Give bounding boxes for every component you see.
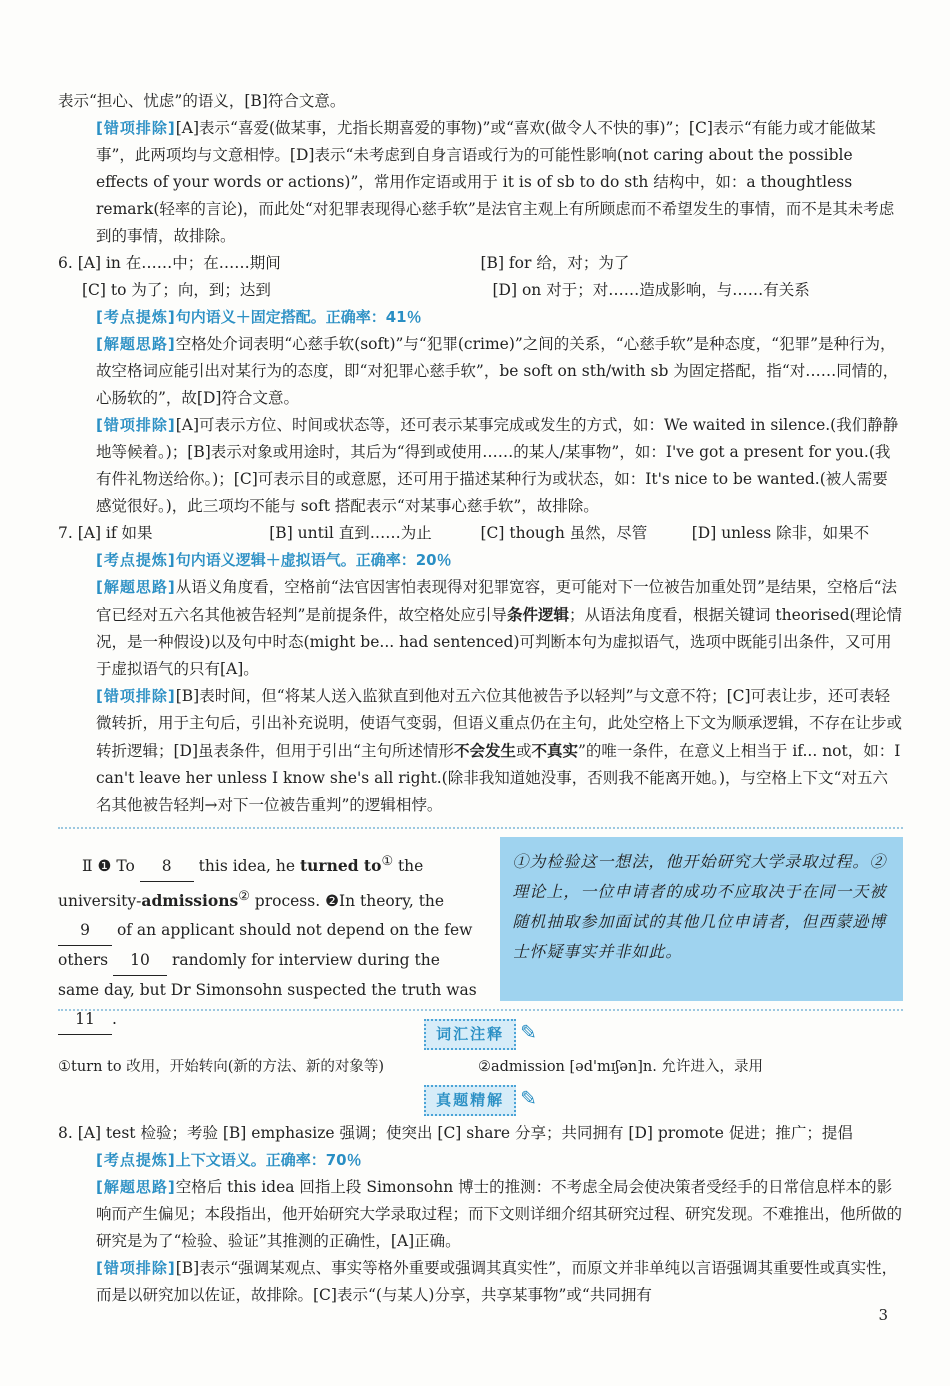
q8-point: [ 考点提炼 ] 上下文语义。正确率：70％: [58, 1147, 903, 1174]
pen-icon: ✎: [520, 1086, 537, 1110]
q8-options: 8. [A] test 检验；考验 [B] emphasize 强调；使突出 [C] share 分享；共同拥有 [D] promote 促进；推广；提倡: [58, 1124, 853, 1142]
q7-think: [ 解题思路 ] 从语义角度看，空格前“法官因害怕表现得对犯罪宽容，更可能对下一位被告加重处罚”是结果，空格后“法官已经对五六名其他被告轻判”是前提条件，故空格处应引导条件逻辑；从语法角度看，根据关键词 theorised(理论情况，是一种假设)以及句中时态(might be... had sentenced)可判断本句为虚拟语气，选项中既能引出条件，又可用于虚拟语气的只有[A]。: [58, 574, 903, 683]
section-2: [58, 837, 903, 1029]
passage-translation: ①为检验这一想法，他开始研究大学录取过程。②理论上，一位申请者的成功不应取决于在同一天被随机抽取参加面试的其他几位申请者，但西蒙逊博士怀疑事实并非如此。: [500, 837, 903, 1001]
q7-error: [ 错项排除 ] [B]表时间，但“将某人送入监狱直到他对五六位其他被告予以轻判”与文意不符；[C]可表让步，还可表轻微转折，用于主句后，引出补充说明，使语气变弱，但语义重点仍在主句，此处空格上下文为顺承逻辑，不存在让步或转折逻辑；[D]虽表条件，但用于引出“主句所述情形不会发生或不真实”的唯一条件，在意义上相当于 if... not，如：I can't leave her unless I know she's all right.(除非我知道她没事，否则我不能离开她。)，与空格上下文“对五六名其他被告轻判→对下一位被告重判”的逻辑相悖。: [58, 683, 903, 819]
real-header: 真题精解 ✎: [58, 1085, 903, 1116]
blank-10[interactable]: 10: [113, 946, 167, 976]
q6-point: [ 考点提炼 ] 句内语义＋固定搭配。正确率：41％: [58, 304, 903, 331]
q6-options-row2: [C] to 为了；向，到；达到 [D] on 对于；对……造成影响，与……有关系: [82, 281, 810, 299]
para-1: 表示“担心、忧虑”的语义，[B]符合文意。: [58, 92, 346, 110]
q7-options: 7. [A] if 如果 [B] until 直到……为止 [C] though 虽然，尽管 [D] unless 除非，如果不: [58, 524, 870, 542]
divider: [58, 827, 903, 829]
q6-think: [ 解题思路 ] 空格处介词表明“心慈手软(soft)”与“犯罪(crime)”之间的关系，“心慈手软”是种态度，“犯罪”是种行为，故空格词应能引出对某行为的态度，即“对犯罪心慈手软”，be soft on sth/with sb 为固定搭配，指“对……同情的，心肠软的”，故[D]符合文意。: [58, 331, 903, 412]
q6-options-row1: 6. [A] in 在……中；在……期间 [B] for 给，对；为了: [58, 254, 630, 272]
blank-9[interactable]: 9: [58, 916, 112, 946]
q7-point: [ 考点提炼 ] 句内语义逻辑＋虚拟语气。正确率：20％: [58, 547, 903, 574]
page-content: [58, 88, 903, 1309]
para-2: [ 错项排除 ] [A]表示“喜爱(做某事，尤指长期喜爱的事物)”或“喜欢(做令人不快的事)”；[C]表示“有能力或才能做某事”，此两项均与文意相悖。[D]表示“未考虑到自身言语或行为的可能性影响(not caring about the possible effects of your words or actions)”，常用作定语或用于 it is of sb to do sth 结构中，如：a thoughtless remark(轻率的言论)，而此处“对犯罪表现得心慈手软”是法官主观上有所顾虑而不希望发生的事情，而不是其未考虑到的事情，故排除。: [58, 115, 903, 250]
q8-error: [ 错项排除 ] [B]表示“强调某观点、事实等格外重要或强调其真实性”，而原文并非单纯以言语强调其重要性或真实性，而是以研究加以佐证，故排除。[C]表示“(与某人)分享，共享某事物”或“共同拥有: [58, 1255, 903, 1309]
q6-error: [ 错项排除 ] [A]可表示方位、时间或状态等，还可表示某事完成或发生的方式，如：We waited in silence.(我们静静地等候着。)；[B]表示对象或用途时，其后为“得到或使用……的某人/某事物”，如：I've got a present for you.(我有件礼物送给你。)；[C]可表示目的或意愿，还可用于描述某种行为或状态，如：It's nice to be wanted.(被人需要感觉很好。)，此三项均不能与 soft 搭配表示“对某事心慈手软”，故排除。: [58, 412, 903, 520]
error-tag: [ 错项排除 ]: [96, 119, 176, 137]
vocab-header: 词汇注释 ✎: [58, 1019, 903, 1050]
passage-english: Ⅱ ❶ To 8 this idea, he turned to① the university-admissions② process. ❷In theory, the 9 of an applicant should not depend on the few others 10 randomly for interview during the same day, but Dr Simonsohn suspected the truth was 11 .: [58, 837, 478, 1001]
blank-11[interactable]: 11: [58, 1005, 112, 1035]
pen-icon: ✎: [520, 1020, 537, 1044]
divider: [58, 1009, 903, 1011]
q8-think: [ 解题思路 ] 空格后 this idea 回指上段 Simonsohn 博士的推测：不考虑全局会使决策者受经手的日常信息样本的影响而产生偏见；本段指出，他开始研究大学录取过程；而下文则详细介绍其研究过程、研究发现。不难推出，他所做的研究是为了“检验、验证”其推测的正确性，[A]正确。: [58, 1174, 903, 1255]
vocab-notes: ①turn to 改用，开始转向(新的方法、新的对象等) ②admission [əd'mɪʃən]n. 允许进入，录用: [58, 1059, 763, 1075]
blank-8[interactable]: 8: [140, 852, 194, 882]
page-number: 3: [878, 1306, 888, 1324]
